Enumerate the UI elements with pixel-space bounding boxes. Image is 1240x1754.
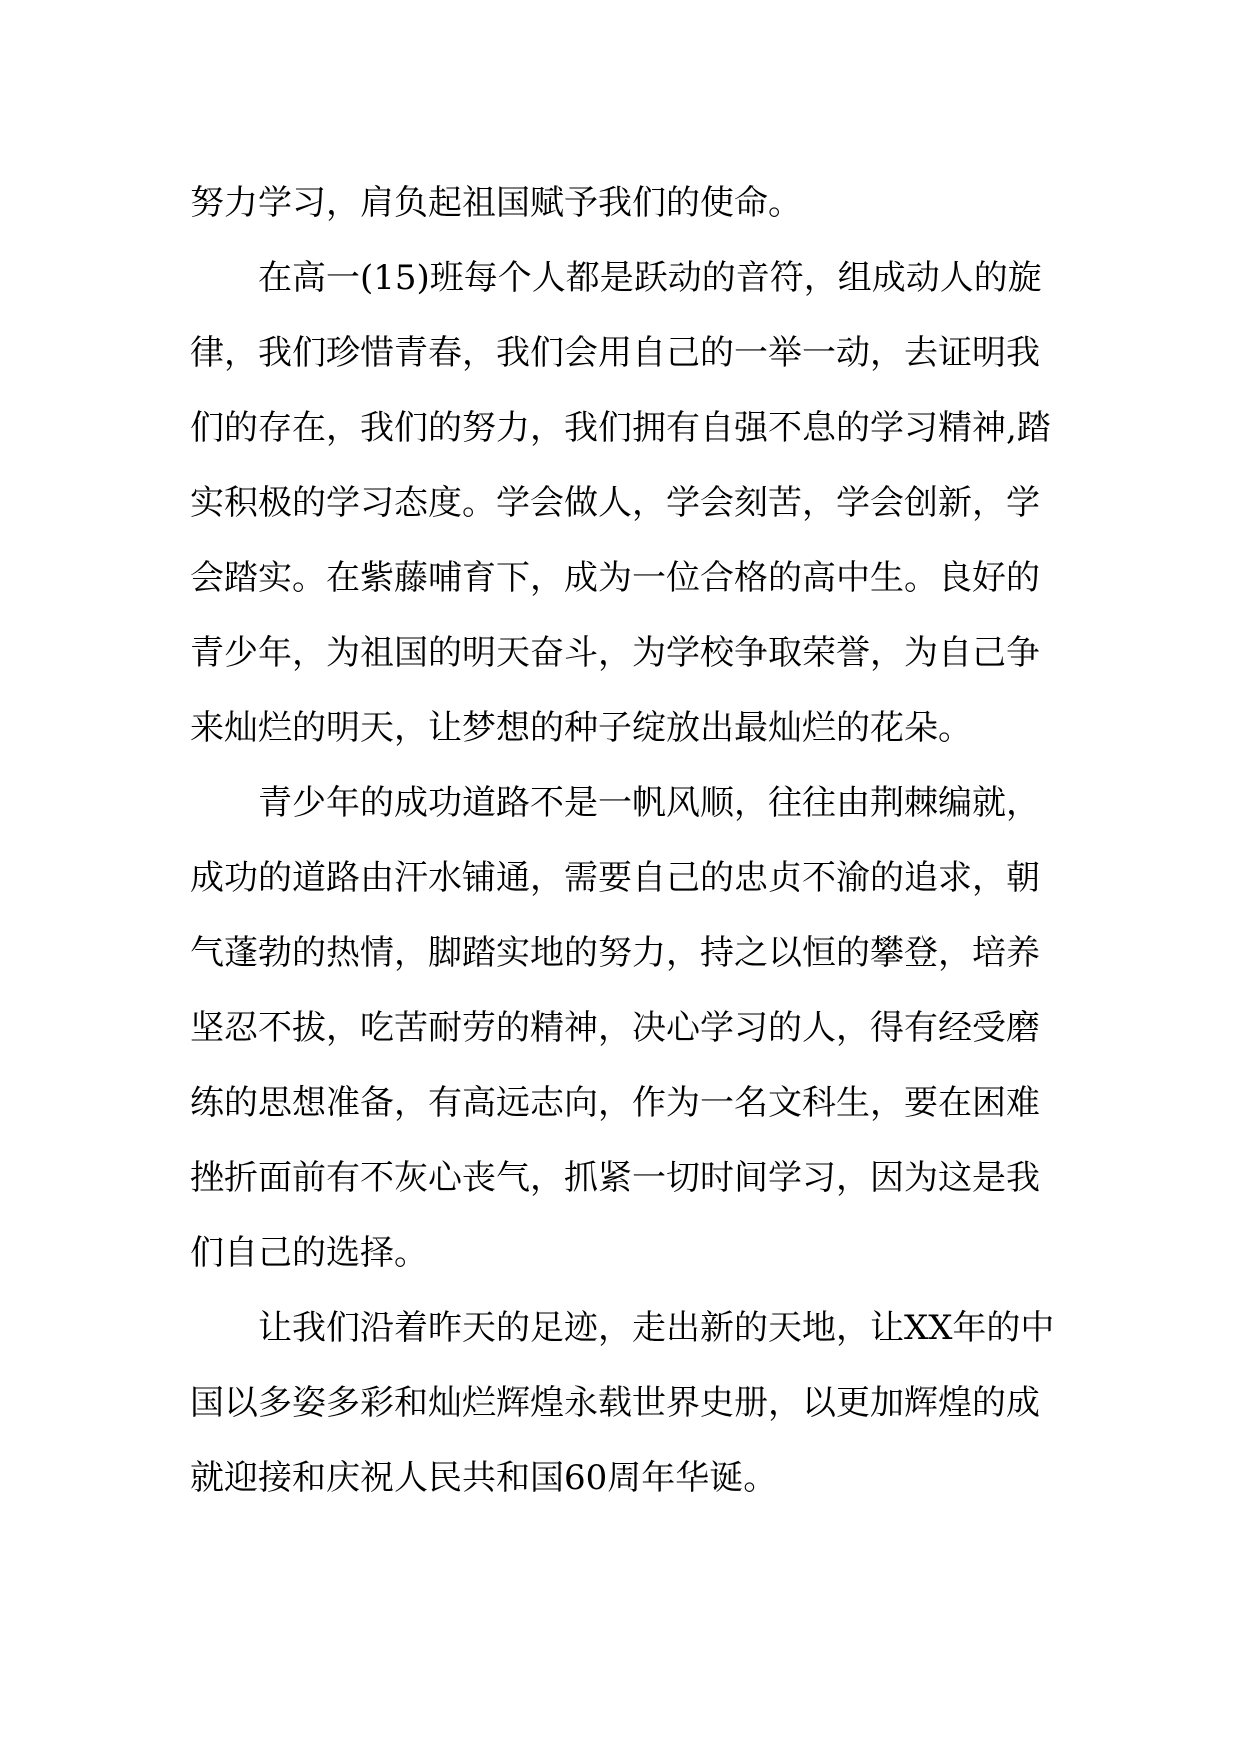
text-line-9: 青少年的成功道路不是一帆风顺，往往由荆棘编就， [258, 783, 1040, 823]
text-line-11: 气蓬勃的热情，脚踏实地的努力，持之以恒的攀登，培养 [190, 933, 1040, 973]
text-line-13: 练的思想准备，有高远志向，作为一名文科生，要在困难 [190, 1083, 1040, 1123]
text-line-14: 挫折面前有不灰心丧气，抓紧一切时间学习，因为这是我 [190, 1158, 1040, 1198]
text-line-16: 让我们沿着昨天的足迹，走出新的天地，让XX年的中 [258, 1308, 1055, 1348]
text-line-6: 会踏实。在紫藤哺育下，成为一位合格的高中生。良好的 [190, 558, 1040, 598]
text-line-17: 国以多姿多彩和灿烂辉煌永载世界史册，以更加辉煌的成 [190, 1383, 1040, 1423]
text-line-5: 实积极的学习态度。学会做人，学会刻苦，学会创新，学 [190, 483, 1040, 523]
text-line-4: 们的存在，我们的努力，我们拥有自强不息的学习精神,踏 [190, 408, 1051, 448]
document-body [190, 166, 1060, 1516]
text-line-18: 就迎接和庆祝人民共和国60周年华诞。 [190, 1458, 778, 1498]
text-line-12: 坚忍不拔，吃苦耐劳的精神，决心学习的人，得有经受磨 [190, 1008, 1040, 1048]
text-line-1: 努力学习，肩负起祖国赋予我们的使命。 [190, 183, 802, 223]
text-line-2: 在高一(15)班每个人都是跃动的音符，组成动人的旋 [258, 258, 1042, 298]
text-line-10: 成功的道路由汗水铺通，需要自己的忠贞不渝的追求，朝 [190, 858, 1040, 898]
text-line-15: 们自己的选择。 [190, 1233, 428, 1273]
text-line-3: 律，我们珍惜青春，我们会用自己的一举一动，去证明我 [190, 333, 1040, 373]
text-line-8: 来灿烂的明天，让梦想的种子绽放出最灿烂的花朵。 [190, 708, 972, 748]
text-line-7: 青少年，为祖国的明天奋斗，为学校争取荣誉，为自己争 [190, 633, 1040, 673]
